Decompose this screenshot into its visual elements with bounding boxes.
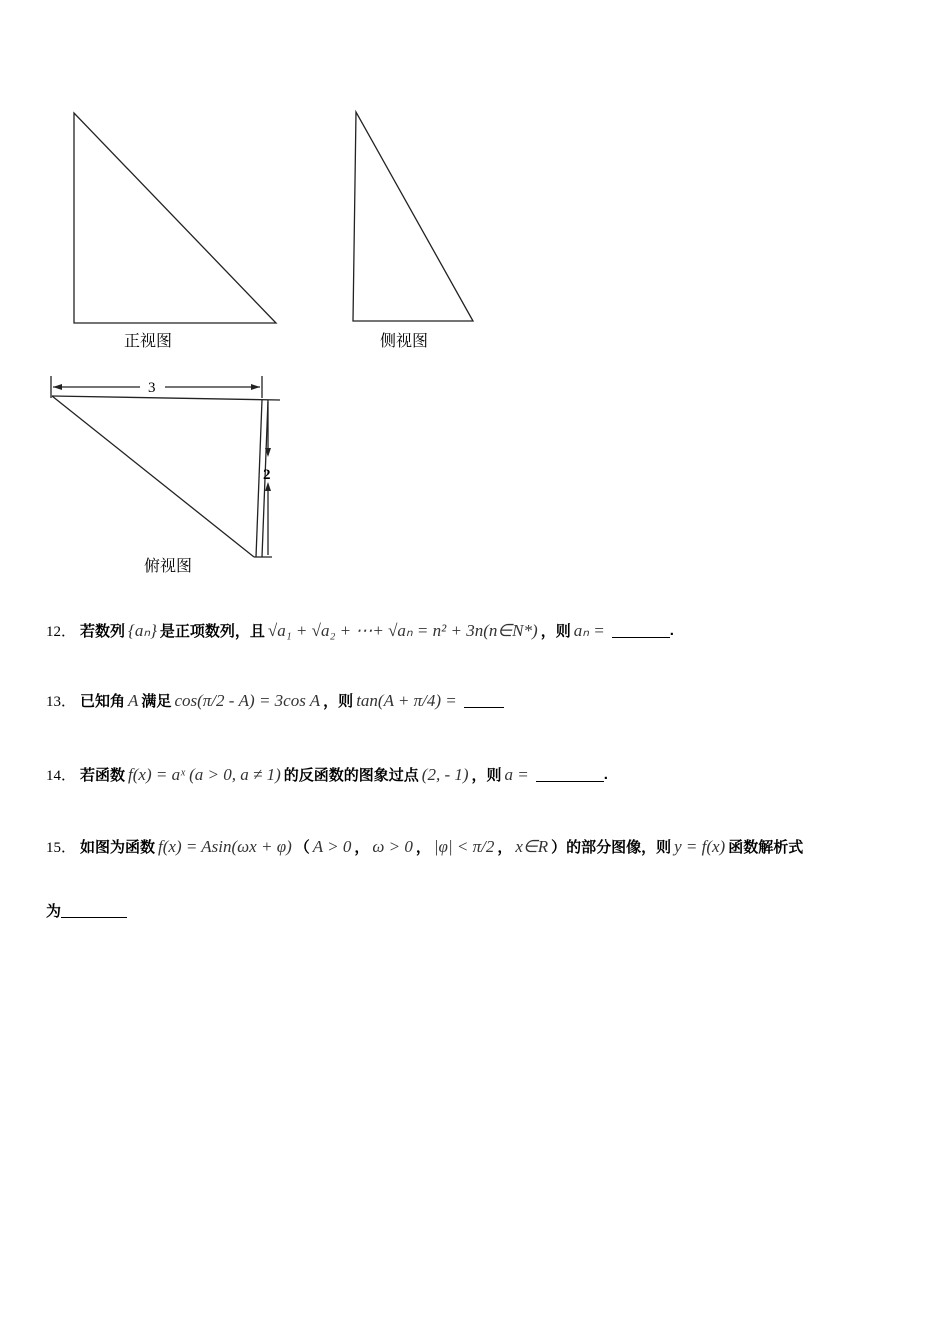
side-view-triangle [353,112,473,321]
question-number: 12． [46,624,77,640]
answer-blank[interactable] [536,767,604,782]
math-expression: aₙ = [573,620,605,640]
question-text: . [603,766,608,783]
top-view-drawing [51,376,280,557]
question-text: 若函数 [80,767,126,784]
question-15 [46,836,803,857]
question-text: 是正项数列，且 [159,623,265,640]
math-expression: tan(A + π/4) = [356,690,457,710]
question-text: 函数解析式 [728,839,804,856]
front-view-triangle [74,113,276,323]
dimension-height-label: 2 [263,467,271,483]
answer-blank[interactable] [464,693,504,708]
dimension-width-label: 3 [148,380,156,396]
front-view-label: 正视图 [124,333,173,350]
question-text: 为 [46,903,62,920]
question-13 [46,690,504,711]
math-expression: A [128,690,139,710]
question-text: ，则 [471,767,502,784]
three-view-figures [0,0,950,600]
answer-blank[interactable] [612,623,670,638]
math-expression: ω > 0 [372,836,413,856]
math-expression: √a₁ + √a₂ + ⋯+ √aₙ = n² + 3n(n∈N*) [267,620,538,640]
math-expression: {aₙ} [128,620,157,640]
question-12 [46,620,674,641]
question-text: 满足 [141,693,172,710]
question-text: 若数列 [80,623,126,640]
math-expression: a = [504,764,529,784]
top-view-label: 俯视图 [144,558,193,575]
math-expression: A > 0 [312,836,352,856]
question-14 [46,764,608,785]
dimension-arrows [53,384,271,491]
math-expression: |φ| < π/2 [433,836,495,856]
question-number: 13． [46,694,77,710]
question-text: ，则 [323,693,354,710]
question-number: 15． [46,840,77,856]
answer-blank[interactable] [61,903,127,918]
math-expression: (2, - 1) [421,764,469,784]
side-view-label: 侧视图 [380,333,429,350]
question-15-continued [46,900,127,921]
math-expression: cos(π/2 - A) = 3cos A [174,690,321,710]
question-text: 的反函数的图象过点 [283,767,419,784]
question-number: 14． [46,768,77,784]
question-text: ，则 [540,623,571,640]
math-expression: f(x) = aˣ (a > 0, a ≠ 1) [128,764,281,784]
math-expression: x∈R [515,836,549,856]
math-expression: f(x) = Asin(ωx + φ) [158,836,292,856]
question-text: ， [354,839,370,856]
question-text: . [669,622,674,639]
question-text: （ [294,839,310,856]
question-text: ）的部分图像，则 [551,839,672,856]
math-expression: y = f(x) [674,836,726,856]
question-text: 已知角 [80,693,126,710]
question-text: ， [415,839,431,856]
question-text: 如图为函数 [80,839,156,856]
question-text: ， [497,839,513,856]
